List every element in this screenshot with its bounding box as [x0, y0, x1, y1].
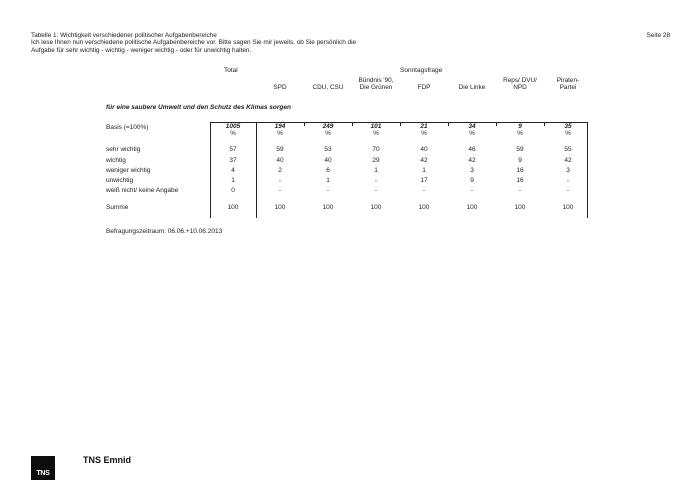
table-cell: -: [278, 187, 282, 194]
table-cell: 59: [276, 146, 284, 153]
table-header: [31, 32, 356, 54]
column-header-spd: SPD: [273, 83, 287, 91]
sum-cell: 100: [227, 204, 239, 211]
basis-value: 101: [370, 123, 382, 130]
table-cell: 53: [324, 146, 332, 153]
table-cell: 1: [326, 177, 330, 184]
sum-cell: 100: [466, 204, 478, 211]
percent-unit: %: [469, 130, 475, 137]
basis-label: Basis (=100%): [106, 124, 149, 131]
sum-label: Summe: [106, 204, 129, 211]
row-label: wichtig: [106, 157, 126, 164]
table-cell: 70: [372, 146, 380, 153]
table-cell: 9: [518, 157, 522, 164]
sum-cell: 100: [418, 204, 430, 211]
row-label: weiß nicht/ keine Angabe: [106, 187, 179, 194]
row-label: weniger wichtig: [106, 167, 151, 174]
table-cell: 57: [229, 146, 237, 153]
percent-unit: %: [565, 130, 571, 137]
sum-cell: 100: [370, 204, 382, 211]
table-cell: -: [374, 177, 378, 184]
table-cell: 40: [420, 146, 428, 153]
table-cell: 17: [420, 177, 428, 184]
percent-unit: %: [325, 130, 331, 137]
table-cell: 42: [564, 157, 572, 164]
table-top-rule: [210, 122, 588, 123]
tns-logo: TNS: [31, 456, 55, 480]
table-title: Tabelle 1: Wichtigkeit verschiedener politischer Aufgabenbereiche: [31, 32, 217, 39]
total-header: Total: [224, 67, 238, 74]
table-cell: 6: [326, 167, 330, 174]
table-cell: 40: [324, 157, 332, 164]
sonntagsfrage-header: Sonntagsfrage: [400, 67, 443, 74]
table-cell: 1: [374, 167, 378, 174]
table-cell: 42: [420, 157, 428, 164]
basis-value: 35: [564, 123, 572, 130]
percent-unit: %: [517, 130, 523, 137]
sum-cell: 100: [514, 204, 526, 211]
table-cell: -: [470, 187, 474, 194]
table-cell: 29: [372, 157, 380, 164]
basis-value: 249: [322, 123, 334, 130]
table-cell: -: [374, 187, 378, 194]
column-header-linke: Die Linke: [458, 83, 486, 91]
table-cell: -: [566, 177, 570, 184]
table-cell: -: [422, 187, 426, 194]
column-header-gruene: Bündnis '90, Die Grünen: [358, 77, 394, 91]
table-cell: 3: [470, 167, 474, 174]
percent-unit: %: [373, 130, 379, 137]
table-cell: -: [566, 187, 570, 194]
brand-name: TNS Emnid: [83, 455, 132, 465]
table-cell: 3: [566, 167, 570, 174]
table-cell: 55: [564, 146, 572, 153]
sum-cell: 100: [274, 204, 286, 211]
table-cell: 16: [516, 167, 524, 174]
table-cell: 9: [470, 177, 474, 184]
table-cell: 40: [276, 157, 284, 164]
question-text-line2: Aufgabe für sehr wichtig - wichtig - weniger wichtig - oder für unwichtig halten.: [31, 46, 252, 54]
table-cell: 59: [516, 146, 524, 153]
basis-value: 1005: [225, 123, 241, 130]
sum-cell: 100: [562, 204, 574, 211]
survey-period: Befragungszeitraum: 06.06.+10.06.2013: [106, 228, 223, 235]
column-header-reps: Reps/ DVU/ NPD: [503, 77, 537, 91]
column-header-fdp: FDP: [417, 83, 431, 91]
sum-cell: 100: [322, 204, 334, 211]
percent-unit: %: [230, 130, 236, 137]
table-cell: -: [278, 177, 282, 184]
table-cell: -: [326, 187, 330, 194]
row-label: sehr wichtig: [106, 146, 141, 153]
table-cell: 42: [468, 157, 476, 164]
percent-unit: %: [421, 130, 427, 137]
basis-value: 194: [274, 123, 286, 130]
table-cell: 4: [231, 167, 235, 174]
question-text-line1: Ich lese Ihnen nun verschiedene politische Aufgabenbereiche vor. Bitte sagen Sie mir jeweils, ob Sie persönlich die: [31, 39, 357, 47]
column-header-piraten: Piraten- Partei: [556, 77, 580, 91]
table-cell: 2: [278, 167, 282, 174]
table-cell: -: [518, 187, 522, 194]
table-cell: 1: [422, 167, 426, 174]
table-cell: 16: [516, 177, 524, 184]
basis-value: 9: [518, 123, 522, 130]
column-header-cdu-csu: CDU, CSU: [312, 83, 344, 91]
page-number: Seite 28: [646, 32, 670, 39]
basis-value: 34: [468, 123, 476, 130]
basis-value: 21: [420, 123, 428, 130]
row-label: unwichtig: [106, 177, 134, 184]
table-cell: 46: [468, 146, 476, 153]
table-cell: 37: [229, 157, 237, 164]
table-cell: 1: [231, 177, 235, 184]
table-cell: 0: [231, 187, 235, 194]
section-title: für eine saubere Umwelt und den Schutz des Klimas sorgen: [106, 104, 291, 111]
percent-unit: %: [277, 130, 283, 137]
